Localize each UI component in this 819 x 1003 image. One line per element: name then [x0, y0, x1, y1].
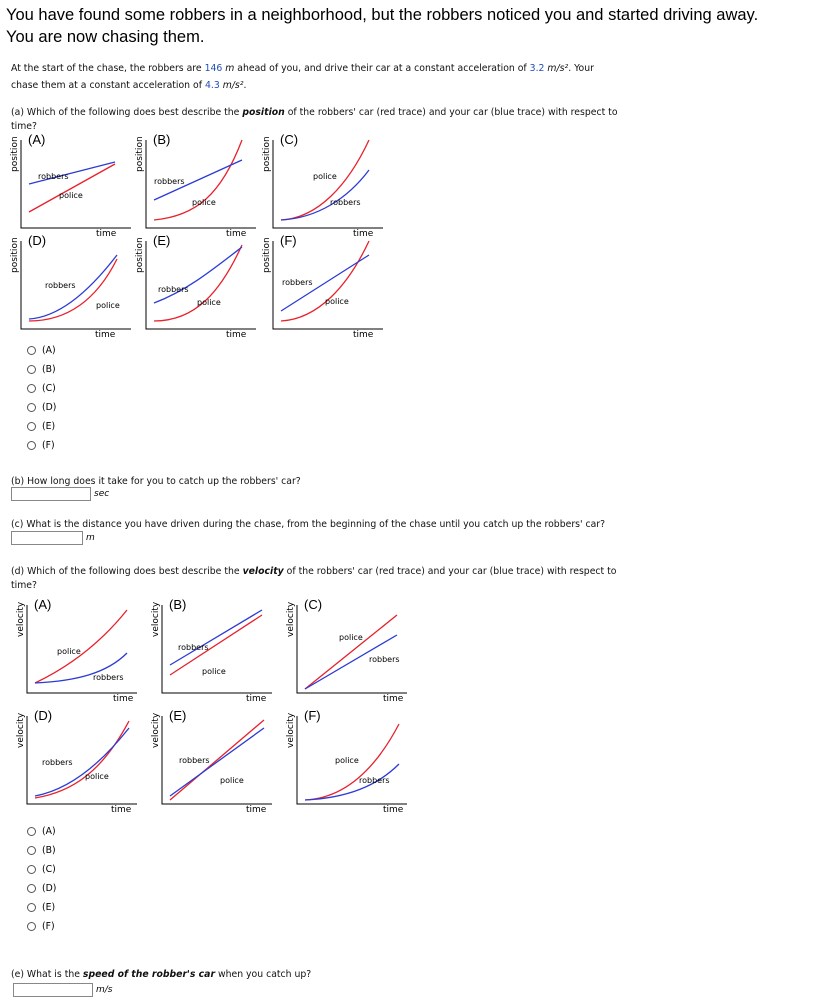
- trace-label: police: [339, 633, 363, 642]
- radio-button[interactable]: [27, 827, 36, 836]
- velocity-option-a[interactable]: [27, 822, 56, 841]
- question-text: (e) What is the: [11, 969, 83, 980]
- answer-e-row: [13, 983, 113, 997]
- radio-button[interactable]: [27, 422, 36, 431]
- position-option-b[interactable]: [27, 360, 56, 379]
- x-axis-label: time: [113, 694, 134, 704]
- graph-panel-f: [286, 708, 409, 815]
- graph-plot: [297, 605, 409, 695]
- option-label: (F): [42, 440, 55, 451]
- velocity-option-e[interactable]: [27, 898, 56, 917]
- graph-letter: (A): [28, 132, 46, 147]
- trace-label: robbers: [369, 655, 400, 664]
- trace-label: robbers: [42, 758, 73, 767]
- setup-text: . Your: [568, 63, 594, 74]
- radio-button[interactable]: [27, 441, 36, 450]
- option-label: (E): [42, 421, 56, 432]
- graph-letter: (A): [34, 597, 52, 612]
- answer-c-unit: m: [86, 533, 95, 543]
- intro-line-2: You are now chasing them.: [6, 28, 205, 46]
- radio-button[interactable]: [27, 846, 36, 855]
- graph-axes: [273, 140, 383, 228]
- graph-letter: (E): [169, 708, 187, 723]
- question-d: [11, 565, 616, 593]
- trace-label: robbers: [282, 278, 313, 287]
- answer-b-unit: sec: [94, 489, 110, 499]
- trace-label: police: [220, 776, 244, 785]
- trace-label: police: [335, 756, 359, 765]
- setup-text: chase them at a constant acceleration of: [11, 80, 205, 91]
- radio-button[interactable]: [27, 922, 36, 931]
- trace-label: robbers: [154, 177, 185, 186]
- trace-label: robbers: [45, 281, 76, 290]
- distance-value: 146: [204, 63, 223, 74]
- blue-trace: [154, 247, 242, 303]
- graph-panel-b: [135, 132, 258, 239]
- graph-letter: (F): [304, 708, 321, 723]
- y-axis-label: velocity: [286, 601, 296, 637]
- radio-button[interactable]: [27, 884, 36, 893]
- question-text: (d) Which of the following does best describe the: [11, 566, 243, 577]
- option-label: (A): [42, 826, 56, 837]
- robbers-acceleration-value: 3.2: [529, 63, 545, 74]
- distance-unit: m: [222, 63, 235, 74]
- position-option-a[interactable]: [27, 341, 56, 360]
- question-text: (a) Which of the following does best describe the: [11, 107, 243, 118]
- y-axis-label: position: [262, 237, 272, 273]
- question-text: of the robbers' car (red trace) and your car (blue trace) with respect to: [283, 566, 617, 577]
- velocity-option-d[interactable]: [27, 879, 56, 898]
- graph-letter: (D): [28, 233, 47, 248]
- y-axis-label: position: [10, 237, 20, 273]
- question-a: [11, 106, 618, 134]
- graph-panel-a: [10, 132, 133, 239]
- y-axis-label: position: [135, 136, 145, 172]
- radio-button[interactable]: [27, 865, 36, 874]
- trace-label: police: [313, 172, 337, 181]
- radio-button[interactable]: [27, 903, 36, 912]
- radio-button[interactable]: [27, 403, 36, 412]
- graph-panel-e: [151, 708, 274, 815]
- question-c: (c) What is the distance you have driven during the chase, from the beginning of the chase until you catch up the robbers' car?: [11, 519, 606, 530]
- option-label: (D): [42, 883, 57, 894]
- acceleration-unit: m/s²: [544, 63, 569, 74]
- radio-button[interactable]: [27, 346, 36, 355]
- red-trace: [305, 615, 397, 689]
- velocity-option-b[interactable]: [27, 841, 56, 860]
- question-text: time?: [11, 121, 37, 132]
- position-option-e[interactable]: [27, 417, 56, 436]
- option-label: (B): [42, 364, 56, 375]
- x-axis-label: time: [353, 330, 374, 340]
- trace-label: robbers: [93, 673, 124, 682]
- answer-e-input[interactable]: [13, 983, 93, 997]
- y-axis-label: position: [262, 136, 272, 172]
- graph-letter: (B): [153, 132, 171, 147]
- answer-c-input[interactable]: [11, 531, 83, 545]
- graph-plot: [273, 140, 385, 230]
- option-label: (A): [42, 345, 56, 356]
- trace-label: robbers: [359, 776, 390, 785]
- problem-intro: [6, 4, 814, 48]
- position-option-c[interactable]: [27, 379, 56, 398]
- question-text: of the robbers' car (red trace) and your car (blue trace) with respect to: [284, 107, 618, 118]
- trace-label: police: [59, 191, 83, 200]
- question-emphasis: speed of the robber's car: [82, 969, 216, 980]
- x-axis-label: time: [246, 805, 267, 815]
- acceleration-unit: m/s²: [219, 80, 244, 91]
- x-axis-label: time: [383, 805, 404, 815]
- options-a: [27, 341, 56, 455]
- graph-letter: (F): [280, 233, 297, 248]
- trace-label: police: [202, 667, 226, 676]
- velocity-option-c[interactable]: [27, 860, 56, 879]
- x-axis-label: time: [226, 229, 247, 239]
- x-axis-label: time: [111, 805, 132, 815]
- question-b: (b) How long does it take for you to catch up the robbers' car?: [11, 476, 301, 487]
- setup-text: At the start of the chase, the robbers are: [11, 63, 205, 74]
- police-acceleration-value: 4.3: [204, 80, 220, 91]
- option-label: (C): [42, 383, 56, 394]
- red-trace: [29, 259, 117, 321]
- x-axis-label: time: [95, 330, 116, 340]
- y-axis-label: position: [135, 237, 145, 273]
- question-text: time?: [11, 580, 37, 591]
- x-axis-label: time: [96, 229, 117, 239]
- trace-label: robbers: [178, 643, 209, 652]
- answer-b-input[interactable]: [11, 487, 91, 501]
- graph-letter: (D): [34, 708, 53, 723]
- velocity-option-f[interactable]: [27, 917, 56, 936]
- graph-panel-d: [16, 708, 139, 815]
- radio-button[interactable]: [27, 365, 36, 374]
- question-emphasis: position: [242, 107, 285, 118]
- option-label: (C): [42, 864, 56, 875]
- question-e: [11, 969, 311, 980]
- option-label: (F): [42, 921, 55, 932]
- question-text: when you catch up?: [215, 969, 312, 980]
- y-axis-label: position: [10, 136, 20, 172]
- x-axis-label: time: [226, 330, 247, 340]
- y-axis-label: velocity: [16, 601, 26, 637]
- setup-text: .: [243, 80, 247, 91]
- graph-plot: [21, 241, 133, 331]
- graph-letter: (B): [169, 597, 187, 612]
- answer-b-row: [11, 487, 109, 501]
- graph-axes: [297, 605, 407, 693]
- trace-label: police: [57, 647, 81, 656]
- options-d: [27, 822, 56, 936]
- trace-label: robbers: [38, 172, 69, 181]
- graph-axes: [21, 140, 131, 228]
- option-label: (D): [42, 402, 57, 413]
- position-option-d[interactable]: [27, 398, 56, 417]
- radio-button[interactable]: [27, 384, 36, 393]
- trace-label: robbers: [158, 285, 189, 294]
- graph-plot: [21, 140, 133, 230]
- graph-axes: [21, 241, 131, 329]
- problem-setup: [11, 60, 594, 94]
- graph-letter: (C): [304, 597, 323, 612]
- option-label: (E): [42, 902, 56, 913]
- trace-label: police: [197, 298, 221, 307]
- y-axis-label: velocity: [151, 712, 161, 748]
- graph-panel-f: [262, 233, 385, 340]
- option-label: (B): [42, 845, 56, 856]
- trace-label: police: [85, 772, 109, 781]
- graph-letter: (C): [280, 132, 299, 147]
- graph-panel-b: [151, 597, 274, 704]
- position-option-f[interactable]: [27, 436, 56, 455]
- graph-panel-a: [16, 597, 139, 704]
- y-axis-label: velocity: [286, 712, 296, 748]
- x-axis-label: time: [246, 694, 267, 704]
- answer-c-row: [11, 531, 95, 545]
- graph-letter: (E): [153, 233, 171, 248]
- trace-label: robbers: [179, 756, 210, 765]
- answer-e-unit: m/s: [96, 985, 113, 995]
- graph-panel-c: [286, 597, 409, 704]
- setup-text: ahead of you, and drive their car at a constant acceleration of: [234, 63, 530, 74]
- trace-label: police: [192, 198, 216, 207]
- y-axis-label: velocity: [151, 601, 161, 637]
- graph-panel-e: [135, 233, 258, 340]
- trace-label: robbers: [330, 198, 361, 207]
- graph-panel-c: [262, 132, 385, 239]
- question-emphasis: velocity: [242, 566, 284, 577]
- trace-label: police: [325, 297, 349, 306]
- y-axis-label: velocity: [16, 712, 26, 748]
- graph-panel-d: [10, 233, 133, 340]
- trace-label: police: [96, 301, 120, 310]
- intro-line-1: You have found some robbers in a neighborhood, but the robbers noticed you and started driving away.: [6, 6, 759, 24]
- x-axis-label: time: [383, 694, 404, 704]
- x-axis-label: time: [353, 229, 374, 239]
- blue-trace: [170, 610, 262, 665]
